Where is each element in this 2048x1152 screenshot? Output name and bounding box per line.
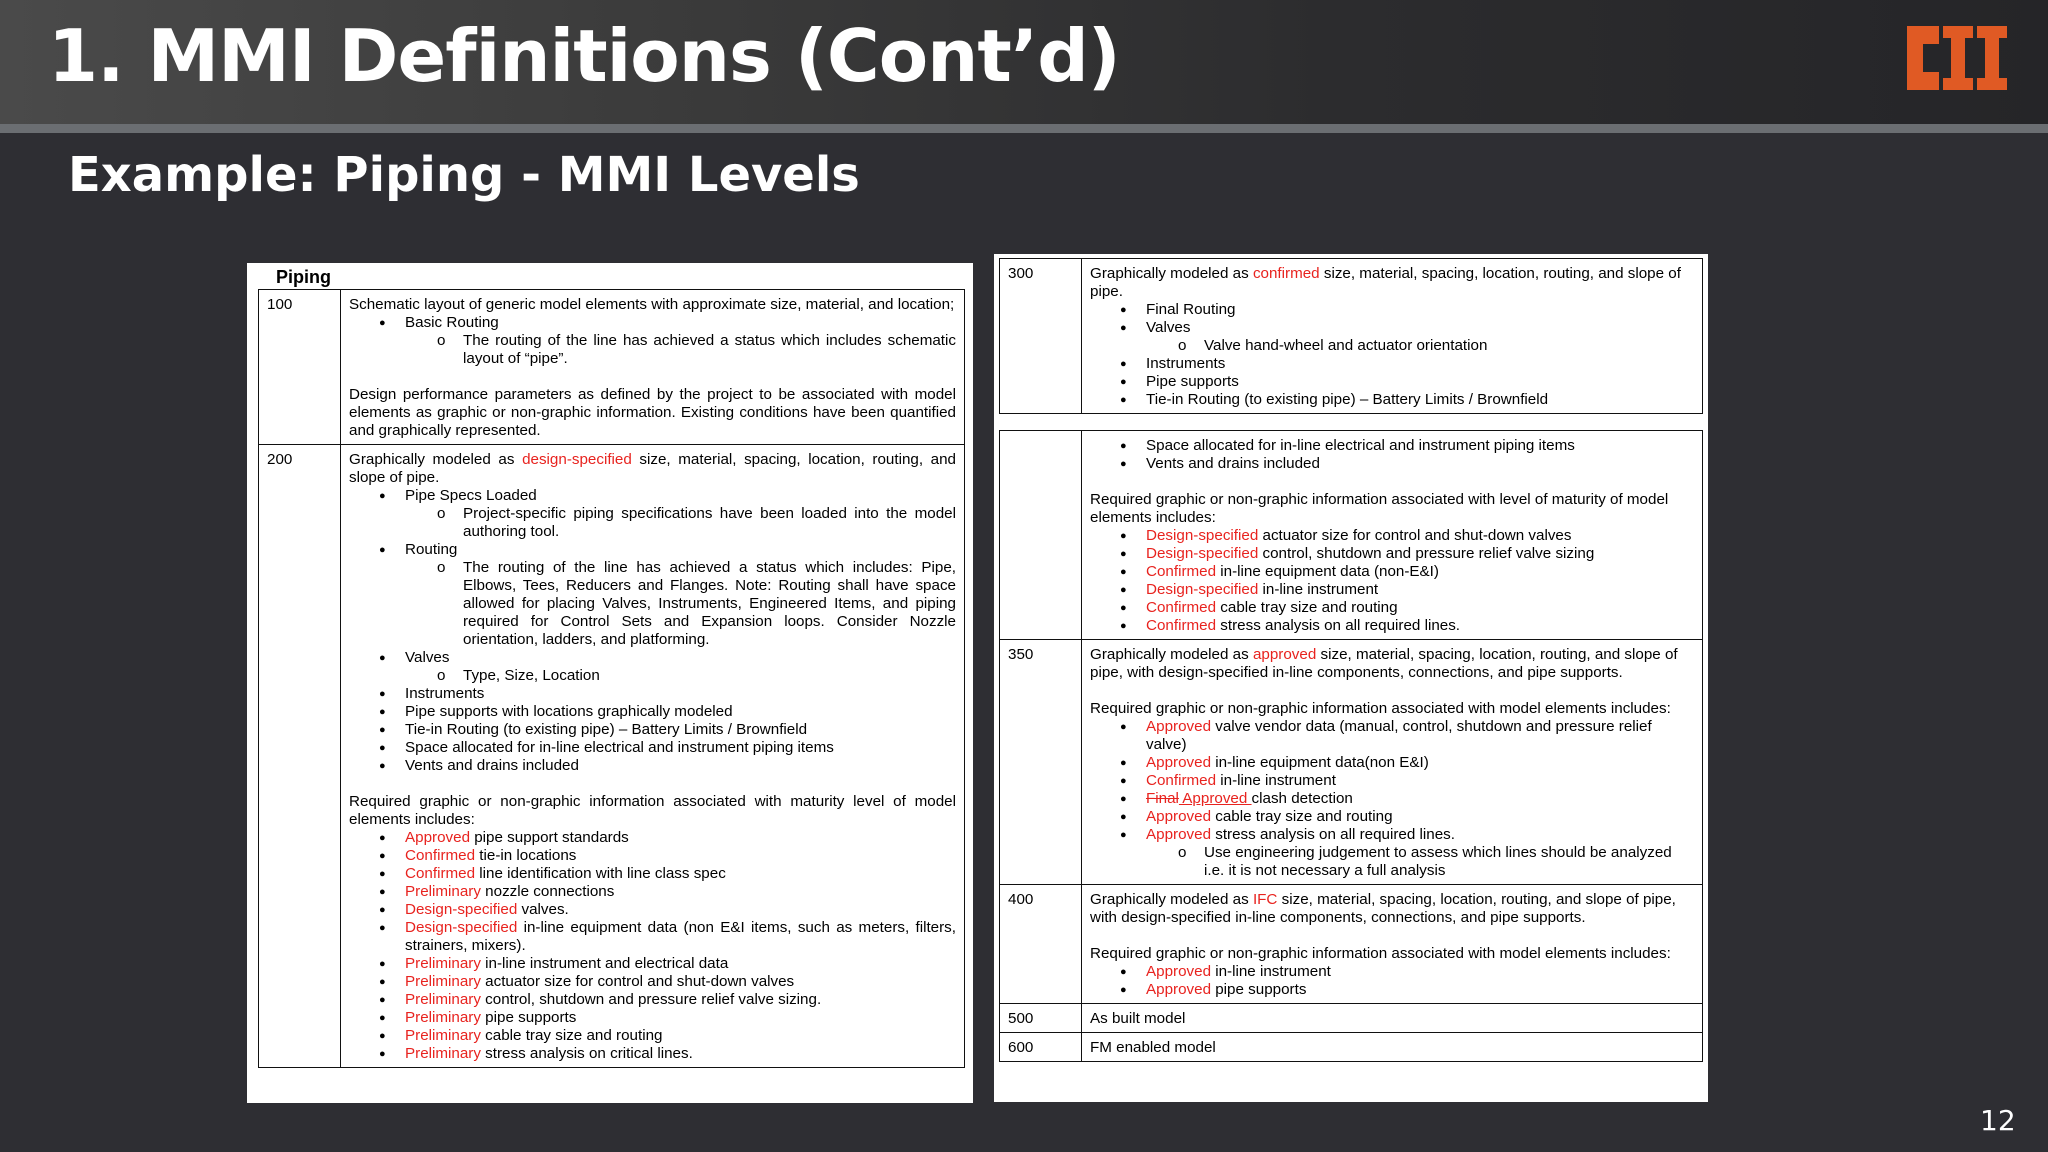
list-item: ● Confirmed in-line instrument <box>1090 772 1694 790</box>
list-item: ● Approved pipe support standards <box>349 829 956 847</box>
list-item: ● Confirmed in-line equipment data (non-E&I) <box>1090 563 1694 581</box>
list-item: o Type, Size, Location <box>349 667 956 685</box>
table-caption: Piping <box>276 267 331 287</box>
description-cell <box>1082 885 1703 1004</box>
list-item: ● Confirmed cable tray size and routing <box>1090 599 1694 617</box>
list-item: ● Preliminary control, shutdown and pressure relief valve sizing. <box>349 991 956 1009</box>
header-divider <box>0 124 2048 133</box>
description-cell <box>341 290 965 445</box>
description-cell <box>1082 640 1703 885</box>
list-item: ● Tie-in Routing (to existing pipe) – Battery Limits / Brownfield <box>349 721 956 739</box>
list-item: ● Space allocated for in-line electrical and instrument piping items <box>349 739 956 757</box>
row-intro: Graphically modeled as IFC size, material, spacing, location, routing, and slope of pipe, with design-specified in-line components, connections, and pipe supports. <box>1090 891 1676 926</box>
piping-table-left-panel <box>247 263 973 1103</box>
list-item: ● Basic Routing <box>349 314 956 332</box>
table-row <box>1000 1033 1703 1062</box>
list-item: ● Routing <box>349 541 956 559</box>
list-item: ● Approved cable tray size and routing <box>1090 808 1694 826</box>
table-row <box>1000 885 1703 1004</box>
requirements-intro: Required graphic or non-graphic information associated with level of maturity of model elements includes: <box>1090 491 1669 526</box>
list-item: ● Preliminary actuator size for control and shut-down valves <box>349 973 956 991</box>
description-cell <box>341 445 965 1068</box>
list-item: ● Design-specified in-line equipment data (non E&I items, such as meters, filters, strainers, mixers). <box>349 919 956 955</box>
list-item: ● Design-specified actuator size for control and shut-down valves <box>1090 527 1694 545</box>
list-item: ● Design-specified control, shutdown and pressure relief valve sizing <box>1090 545 1694 563</box>
mmi-table-right-bottom <box>999 430 1703 1062</box>
list-item: ● Instruments <box>349 685 956 703</box>
list-item: ● Approved stress analysis on all required lines. <box>1090 826 1694 844</box>
list-item: o Valve hand-wheel and actuator orientation <box>1090 337 1694 355</box>
table-row <box>1000 1004 1703 1033</box>
slide-title: 1. MMI Definitions (Cont’d) <box>48 14 1120 98</box>
list-item: ● Preliminary in-line instrument and electrical data <box>349 955 956 973</box>
list-item: ● Instruments <box>1090 355 1694 373</box>
list-item: ● Confirmed stress analysis on all required lines. <box>1090 617 1694 635</box>
list-item: ● Tie-in Routing (to existing pipe) – Battery Limits / Brownfield <box>1090 391 1694 409</box>
list-item: ● Confirmed tie-in locations <box>349 847 956 865</box>
piping-table-right-panel <box>994 254 1708 1102</box>
list-item: ● Vents and drains included <box>349 757 956 775</box>
list-item: ● Pipe supports with locations graphically modeled <box>349 703 956 721</box>
list-item: ● Preliminary nozzle connections <box>349 883 956 901</box>
row-intro: Graphically modeled as approved size, material, spacing, location, routing, and slope of pipe, with design-specified in-line components, connections, and pipe supports. <box>1090 646 1678 681</box>
level-cell: 600 <box>1000 1033 1082 1062</box>
description-cell <box>1082 259 1703 414</box>
list-item: ● Vents and drains included <box>1090 455 1694 473</box>
level-cell: 500 <box>1000 1004 1082 1033</box>
cii-logo-icon <box>1903 22 2011 94</box>
row-intro: Graphically modeled as design-specified size, material, spacing, location, routing, and slope of pipe. <box>349 451 956 486</box>
list-item: ● Approved in-line instrument <box>1090 963 1694 981</box>
table-row <box>1000 259 1703 414</box>
description-cell: FM enabled model <box>1082 1033 1703 1062</box>
list-item: ● Preliminary stress analysis on critical lines. <box>349 1045 956 1063</box>
list-item: ● Valves <box>349 649 956 667</box>
description-cell: As built model <box>1082 1004 1703 1033</box>
table-row <box>259 445 965 1068</box>
level-cell <box>1000 431 1082 640</box>
list-item: ● Preliminary pipe supports <box>349 1009 956 1027</box>
requirements-intro: Required graphic or non-graphic information associated with model elements includes: <box>1090 700 1671 717</box>
list-item: ● Design-specified in-line instrument <box>1090 581 1694 599</box>
list-item: ● Approved in-line equipment data(non E&I) <box>1090 754 1694 772</box>
list-item: ● Valves <box>1090 319 1694 337</box>
list-item: ● Final Routing <box>1090 301 1694 319</box>
row-intro: Schematic layout of generic model elements with approximate size, material, and location; <box>349 296 955 313</box>
level-cell: 300 <box>1000 259 1082 414</box>
list-item: o The routing of the line has achieved a status which includes schematic layout of “pipe”. <box>349 332 956 368</box>
list-item: ● Final Approved clash detection <box>1090 790 1694 808</box>
list-item: ● Approved valve vendor data (manual, control, shutdown and pressure relief valve) <box>1090 718 1694 754</box>
list-item: ● Preliminary cable tray size and routing <box>349 1027 956 1045</box>
level-cell: 400 <box>1000 885 1082 1004</box>
description-cell <box>1082 431 1703 640</box>
requirements-intro: Required graphic or non-graphic information associated with maturity level of model elements includes: <box>349 793 956 828</box>
list-item: ● Confirmed line identification with line class spec <box>349 865 956 883</box>
level-cell: 350 <box>1000 640 1082 885</box>
row-paragraph: Design performance parameters as defined by the project to be associated with model elements as graphic or non-graphic information. Existing conditions have been quantified and graphically represented. <box>349 386 956 439</box>
table-row <box>259 290 965 445</box>
list-item: ● Space allocated for in-line electrical and instrument piping items <box>1090 437 1694 455</box>
list-item: o The routing of the line has achieved a status which includes: Pipe, Elbows, Tees, Reducers and Flanges. Note: Routing shall have space allowed for placing Valves, Instruments, Engineered Items, and piping required for Control Sets and Expansion loops. Consider Nozzle orientation, ladders, and platforming. <box>349 559 956 649</box>
table-row <box>1000 431 1703 640</box>
table-row <box>1000 640 1703 885</box>
level-cell: 200 <box>259 445 341 1068</box>
row-intro: Graphically modeled as confirmed size, material, spacing, location, routing, and slope of pipe. <box>1090 265 1681 300</box>
mmi-table-left <box>258 289 965 1068</box>
list-item: ● Pipe Specs Loaded <box>349 487 956 505</box>
list-item: ● Pipe supports <box>1090 373 1694 391</box>
level-cell: 100 <box>259 290 341 445</box>
list-item: o Use engineering judgement to assess which lines should be analyzed i.e. it is not necessary a full analysis <box>1090 844 1694 880</box>
slide-subtitle: Example: Piping - MMI Levels <box>68 147 860 203</box>
list-item: o Project-specific piping specifications have been loaded into the model authoring tool. <box>349 505 956 541</box>
page-number: 12 <box>1980 1104 2016 1137</box>
mmi-table-right-top <box>999 258 1703 414</box>
list-item: ● Approved pipe supports <box>1090 981 1694 999</box>
requirements-intro: Required graphic or non-graphic information associated with model elements includes: <box>1090 945 1671 962</box>
list-item: ● Design-specified valves. <box>349 901 956 919</box>
